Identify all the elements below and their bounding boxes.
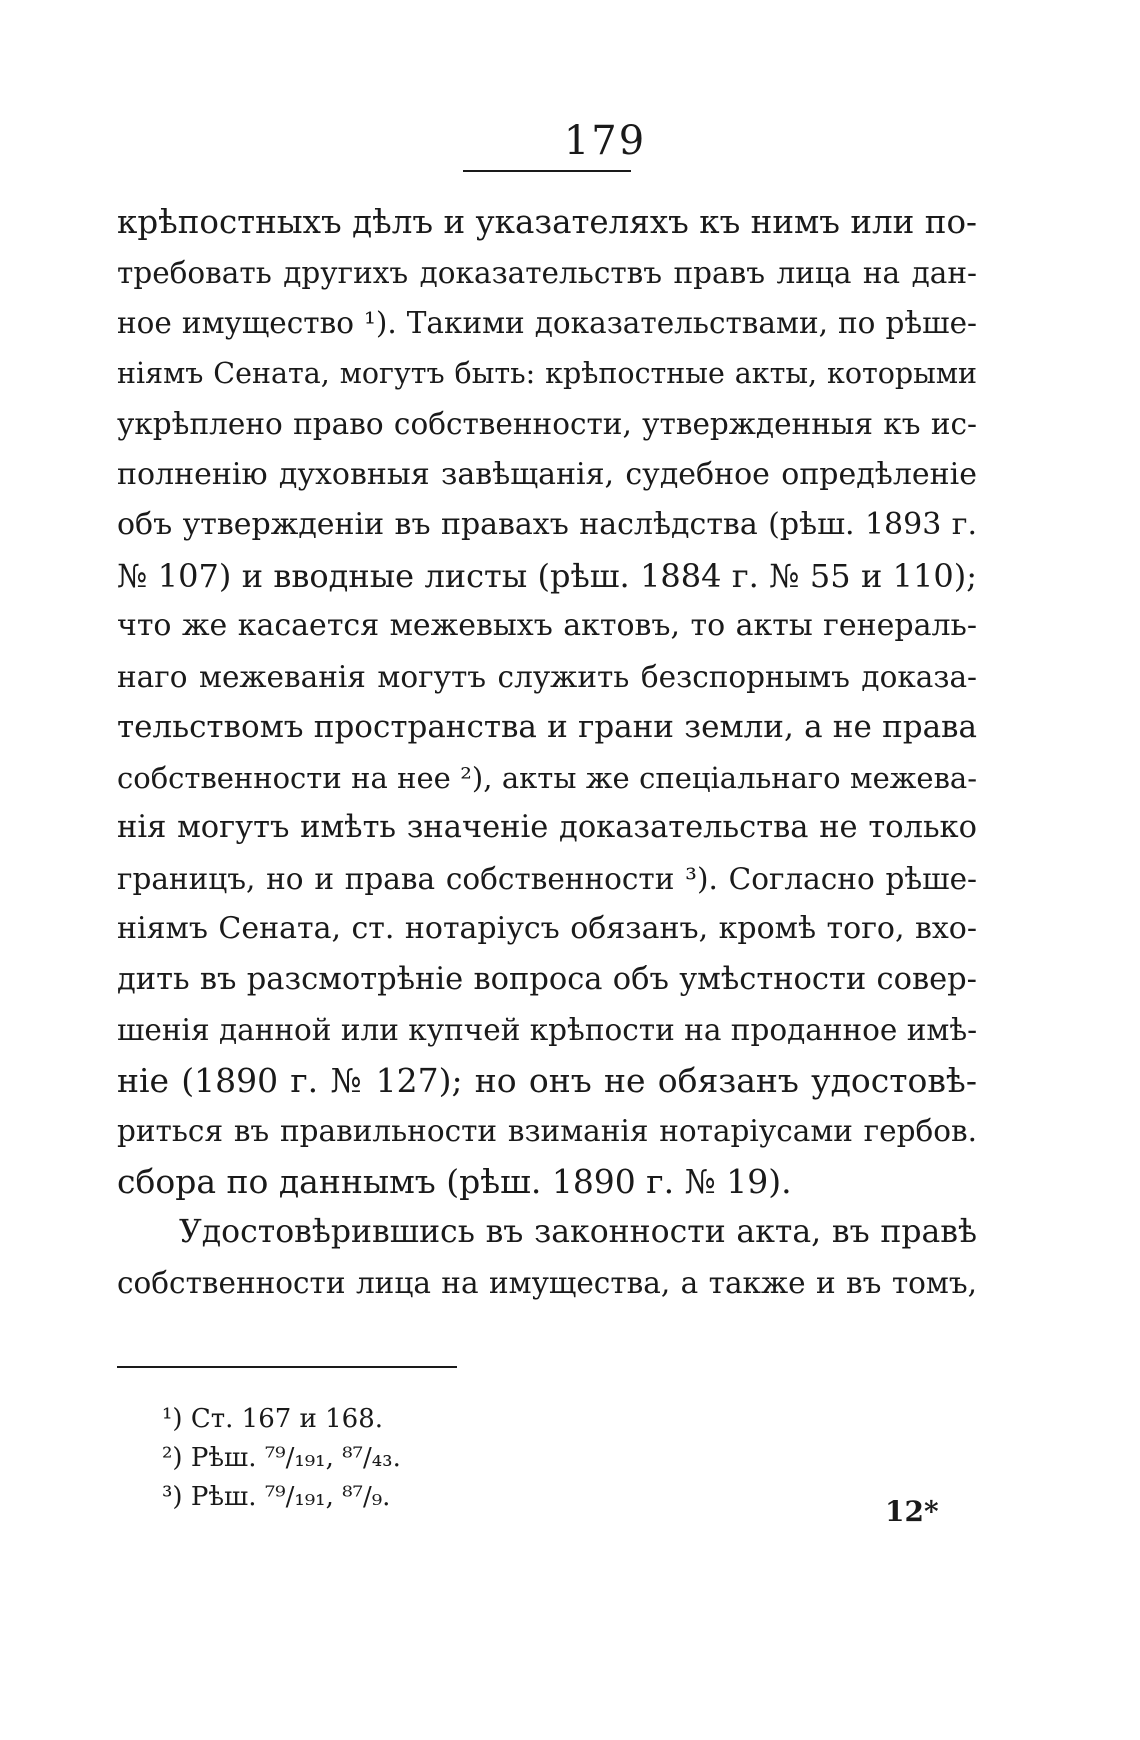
text-line: границъ, но и права собственности ³). Согласно рѣше- xyxy=(117,861,977,896)
page-number: 179 xyxy=(563,118,647,164)
text-line: собственности на нее ²), акты же спеціальнаго межева- xyxy=(117,760,977,795)
text-line: требовать другихъ доказательствъ правъ лица на дан- xyxy=(117,255,977,290)
footnote-item xyxy=(162,1439,401,1478)
text-line: тельствомъ пространства и грани земли, а не права xyxy=(117,709,977,745)
text-line: ніе (1890 г. № 127); но онъ не обязанъ удостовѣ- xyxy=(117,1060,977,1100)
footnote-text: Ст. 167 и 168. xyxy=(190,1404,384,1434)
text-line: сбора по даннымъ (рѣш. 1890 г. № 19). xyxy=(117,1161,792,1201)
text-line: Удостовѣрившись въ законности акта, въ правѣ xyxy=(179,1214,977,1250)
text-line: ное имущество ¹). Такими доказательствами, по рѣше- xyxy=(117,306,977,340)
body-text xyxy=(117,197,977,1308)
footnote-divider xyxy=(117,1366,457,1368)
text-line: риться въ правильности взиманія нотаріусами гербов. xyxy=(117,1114,977,1148)
text-line: объ утвержденіи въ правахъ наслѣдства (рѣш. 1893 г. xyxy=(117,507,977,542)
text-line: полненію духовныя завѣщанія, судебное опредѣленіе xyxy=(117,456,977,492)
text-line: шенія данной или купчей крѣпости на проданное имѣ- xyxy=(117,1013,978,1047)
text-line: собственности лица на имущества, а также и въ томъ, xyxy=(117,1265,977,1300)
footnote-item xyxy=(162,1478,401,1517)
footnote-marker: ³) xyxy=(162,1482,183,1512)
text-line: что же касается межевыхъ актовъ, то акты генераль- xyxy=(117,608,977,643)
text-line: нія могутъ имѣть значеніе доказательства не только xyxy=(117,810,977,845)
text-line: ніямъ Сената, могутъ быть: крѣпостные акты, которыми xyxy=(117,356,977,390)
footnote-item xyxy=(162,1400,401,1439)
footnote-marker: ²) xyxy=(162,1443,183,1473)
text-line: укрѣплено право собственности, утвержденныя къ ис- xyxy=(117,407,977,441)
footnote-marker: ¹) xyxy=(162,1404,183,1434)
footnotes xyxy=(162,1400,401,1517)
header-divider xyxy=(463,170,631,172)
text-line: крѣпостныхъ дѣлъ и указателяхъ къ нимъ или по- xyxy=(117,203,977,241)
footnote-text: Рѣш. ⁷⁹/₁₉₁, ⁸⁷/₉. xyxy=(190,1482,391,1512)
text-line: ніямъ Сената, ст. нотаріусъ обязанъ, кромѣ того, вхо- xyxy=(117,911,977,946)
text-line: № 107) и вводные листы (рѣш. 1884 г. № 55 и 110); xyxy=(117,556,977,595)
printer-signature-mark: 12* xyxy=(885,1495,939,1528)
text-line: дить въ разсмотрѣніе вопроса объ умѣстности совер- xyxy=(117,961,977,997)
footnote-text: Рѣш. ⁷⁹/₁₉₁, ⁸⁷/₄₃. xyxy=(190,1443,401,1473)
text-line: наго межеванія могутъ служить безспорнымъ доказа- xyxy=(117,659,977,694)
